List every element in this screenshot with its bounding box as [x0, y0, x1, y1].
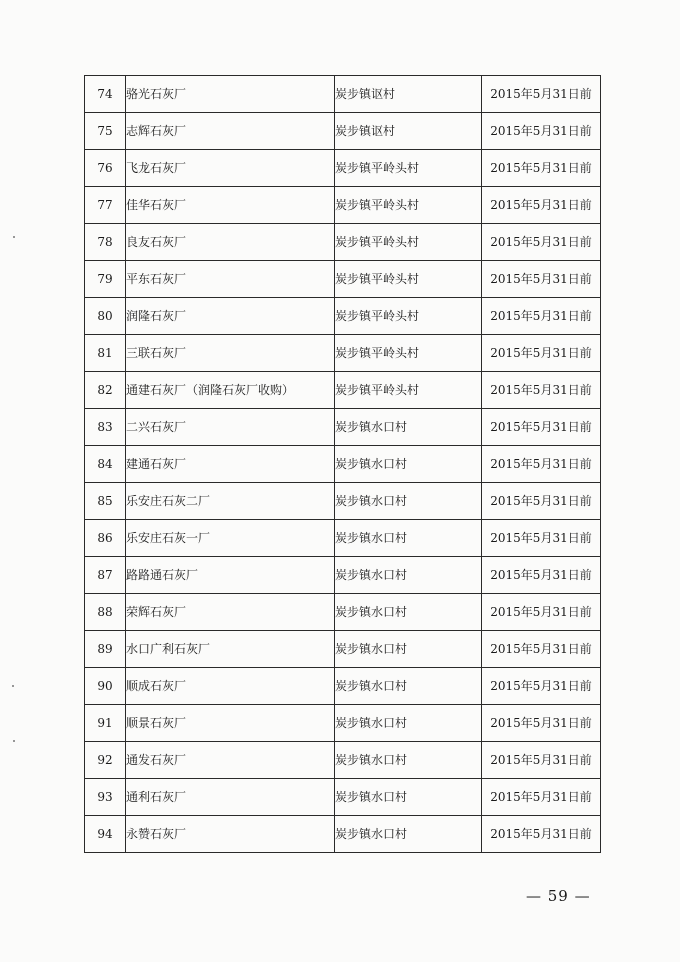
- closure-deadline: 2015年5月31日前: [482, 446, 601, 483]
- factory-name: 通发石灰厂: [126, 742, 335, 779]
- closure-deadline: 2015年5月31日前: [482, 742, 601, 779]
- factory-name: 顺成石灰厂: [126, 668, 335, 705]
- row-number: 80: [85, 298, 126, 335]
- row-number: 91: [85, 705, 126, 742]
- factory-name: 建通石灰厂: [126, 446, 335, 483]
- closure-deadline: 2015年5月31日前: [482, 335, 601, 372]
- factory-table: [84, 75, 601, 853]
- table-row: [85, 557, 601, 594]
- table-row: [85, 224, 601, 261]
- factory-location: 炭步镇平岭头村: [335, 298, 482, 335]
- factory-location: 炭步镇水口村: [335, 816, 482, 853]
- table-row: [85, 631, 601, 668]
- scan-speck: [13, 740, 15, 742]
- factory-name: 平东石灰厂: [126, 261, 335, 298]
- table-row: [85, 816, 601, 853]
- factory-location: 炭步镇水口村: [335, 483, 482, 520]
- row-number: 74: [85, 76, 126, 113]
- factory-name: 通利石灰厂: [126, 779, 335, 816]
- factory-name: 良友石灰厂: [126, 224, 335, 261]
- table-row: [85, 150, 601, 187]
- factory-name: 二兴石灰厂: [126, 409, 335, 446]
- factory-location: 炭步镇水口村: [335, 409, 482, 446]
- closure-deadline: 2015年5月31日前: [482, 187, 601, 224]
- scan-speck: [13, 236, 15, 238]
- factory-table-body: [85, 76, 601, 853]
- table-row: [85, 520, 601, 557]
- closure-deadline: 2015年5月31日前: [482, 668, 601, 705]
- factory-location: 炭步镇平岭头村: [335, 335, 482, 372]
- factory-location: 炭步镇水口村: [335, 705, 482, 742]
- factory-name: 永赞石灰厂: [126, 816, 335, 853]
- factory-name: 三联石灰厂: [126, 335, 335, 372]
- factory-name: 乐安庄石灰二厂: [126, 483, 335, 520]
- row-number: 78: [85, 224, 126, 261]
- factory-location: 炭步镇平岭头村: [335, 224, 482, 261]
- closure-deadline: 2015年5月31日前: [482, 483, 601, 520]
- table-row: [85, 483, 601, 520]
- closure-deadline: 2015年5月31日前: [482, 372, 601, 409]
- factory-name: 润隆石灰厂: [126, 298, 335, 335]
- table-row: [85, 705, 601, 742]
- table-row: [85, 113, 601, 150]
- table-row: [85, 594, 601, 631]
- factory-name: 飞龙石灰厂: [126, 150, 335, 187]
- closure-deadline: 2015年5月31日前: [482, 224, 601, 261]
- factory-location: 炭步镇平岭头村: [335, 187, 482, 224]
- row-number: 90: [85, 668, 126, 705]
- table-row: [85, 779, 601, 816]
- table-row: [85, 76, 601, 113]
- factory-location: 炭步镇水口村: [335, 594, 482, 631]
- closure-deadline: 2015年5月31日前: [482, 520, 601, 557]
- factory-name: 骆光石灰厂: [126, 76, 335, 113]
- row-number: 87: [85, 557, 126, 594]
- table-row: [85, 335, 601, 372]
- factory-location: 炭步镇平岭头村: [335, 372, 482, 409]
- row-number: 83: [85, 409, 126, 446]
- factory-location: 炭步镇水口村: [335, 520, 482, 557]
- row-number: 75: [85, 113, 126, 150]
- factory-location: 炭步镇讴村: [335, 113, 482, 150]
- page-number: — 59 —: [526, 887, 591, 905]
- factory-location: 炭步镇讴村: [335, 76, 482, 113]
- factory-location: 炭步镇水口村: [335, 631, 482, 668]
- table-row: [85, 298, 601, 335]
- closure-deadline: 2015年5月31日前: [482, 298, 601, 335]
- table-row: [85, 187, 601, 224]
- row-number: 82: [85, 372, 126, 409]
- table-row: [85, 372, 601, 409]
- closure-deadline: 2015年5月31日前: [482, 261, 601, 298]
- row-number: 89: [85, 631, 126, 668]
- row-number: 76: [85, 150, 126, 187]
- scan-speck: [12, 685, 14, 687]
- factory-name: 路路通石灰厂: [126, 557, 335, 594]
- closure-deadline: 2015年5月31日前: [482, 409, 601, 446]
- row-number: 81: [85, 335, 126, 372]
- factory-name: 佳华石灰厂: [126, 187, 335, 224]
- table-row: [85, 446, 601, 483]
- row-number: 93: [85, 779, 126, 816]
- factory-location: 炭步镇平岭头村: [335, 150, 482, 187]
- factory-location: 炭步镇平岭头村: [335, 261, 482, 298]
- factory-location: 炭步镇水口村: [335, 668, 482, 705]
- row-number: 92: [85, 742, 126, 779]
- closure-deadline: 2015年5月31日前: [482, 150, 601, 187]
- factory-location: 炭步镇水口村: [335, 742, 482, 779]
- closure-deadline: 2015年5月31日前: [482, 779, 601, 816]
- factory-name: 顺景石灰厂: [126, 705, 335, 742]
- closure-deadline: 2015年5月31日前: [482, 557, 601, 594]
- factory-name: 水口广利石灰厂: [126, 631, 335, 668]
- table-row: [85, 742, 601, 779]
- factory-location: 炭步镇水口村: [335, 446, 482, 483]
- closure-deadline: 2015年5月31日前: [482, 113, 601, 150]
- factory-location: 炭步镇水口村: [335, 779, 482, 816]
- factory-name: 荣辉石灰厂: [126, 594, 335, 631]
- row-number: 79: [85, 261, 126, 298]
- table-row: [85, 668, 601, 705]
- row-number: 84: [85, 446, 126, 483]
- closure-deadline: 2015年5月31日前: [482, 631, 601, 668]
- row-number: 94: [85, 816, 126, 853]
- row-number: 85: [85, 483, 126, 520]
- factory-name: 通建石灰厂（润隆石灰厂收购）: [126, 372, 335, 409]
- factory-location: 炭步镇水口村: [335, 557, 482, 594]
- row-number: 88: [85, 594, 126, 631]
- table-row: [85, 409, 601, 446]
- closure-deadline: 2015年5月31日前: [482, 705, 601, 742]
- closure-deadline: 2015年5月31日前: [482, 816, 601, 853]
- closure-deadline: 2015年5月31日前: [482, 76, 601, 113]
- factory-name: 乐安庄石灰一厂: [126, 520, 335, 557]
- row-number: 86: [85, 520, 126, 557]
- closure-deadline: 2015年5月31日前: [482, 594, 601, 631]
- table-row: [85, 261, 601, 298]
- row-number: 77: [85, 187, 126, 224]
- factory-name: 志辉石灰厂: [126, 113, 335, 150]
